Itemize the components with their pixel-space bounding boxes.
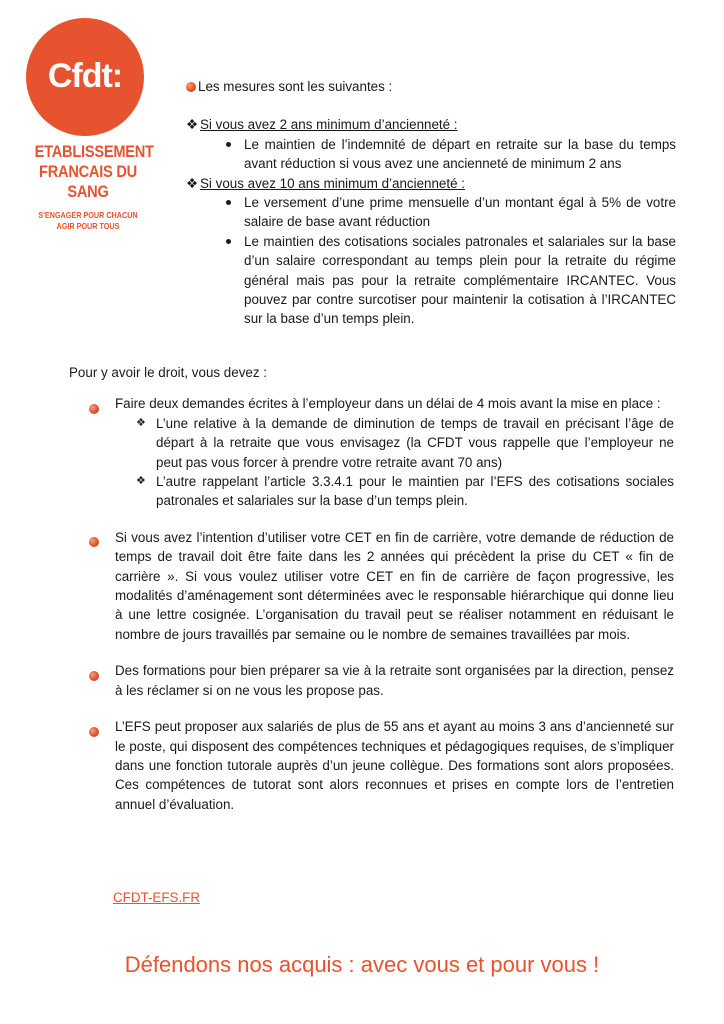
logo-org-line1: ETABLISSEMENT [34, 142, 154, 161]
logo-org-line2: FRANCAIS DU SANG [39, 162, 137, 201]
condition-heading-text: Si vous avez 10 ans minimum d’ancienneté : [200, 175, 465, 191]
diamond-bullet-icon: ❖ [186, 117, 199, 133]
orange-bullet-icon [89, 537, 99, 547]
orange-bullet-icon [186, 82, 196, 92]
logo-tagline1: S'ENGAGER POUR CHACUN [38, 210, 138, 220]
list-item: ❖ L’une relative à la demande de diminution de temps de travail en précisant l’âge de départ à la retraite que vous envisagez (la CFDT vous rappelle que l’employeur ne peut pas vous forcer à prendre votre retraite avant 70 ans) [115, 414, 674, 472]
website-link[interactable]: CFDT-EFS.FR [113, 890, 201, 905]
measures-title-row [186, 77, 676, 96]
orange-bullet-icon [89, 671, 99, 681]
condition-block [186, 174, 676, 329]
logo-org-name [34, 142, 154, 202]
logo-brand-text: Cfdt: [47, 57, 123, 96]
measures-section [186, 77, 676, 329]
rights-sub-list [115, 414, 674, 511]
rights-item-text: Faire deux demandes écrites à l’employeur dans un délai de 4 mois avant la mise en place : [115, 396, 661, 412]
rights-item-text: Des formations pour bien préparer sa vie à la retraite sont organisées par la direction, pensez à les réclamer si on ne vous les propose pas. [115, 663, 674, 698]
rights-intro: Pour y avoir le droit, vous devez : [69, 365, 267, 380]
orange-bullet-icon [89, 727, 99, 737]
logo-tagline [35, 210, 140, 232]
footer-slogan: Défendons nos acquis : avec vous et pour vous ! [124, 952, 600, 977]
list-item: Le maintien des cotisations sociales patronales et salariales sur la base d’un salaire correspondant au temps plein pour la retraite du régime général mais pas pour la retraite complémentaire IRCANTEC. Vous pouvez par contre surcotiser pour maintenir la cotisation à l’IRCANTEC sur la base d’un temps plein. [186, 232, 676, 329]
condition-heading [186, 115, 676, 134]
list-item: ❖ L’autre rappelant l’article 3.3.4.1 pour le maintien par l’EFS des cotisations sociales patronales et salariales sur la base d’un temps plein. [115, 472, 674, 511]
rights-item [89, 528, 674, 644]
logo-tagline2: AGIR POUR TOUS [56, 221, 120, 231]
rights-section [69, 363, 674, 831]
cfdt-logo [26, 18, 154, 232]
orange-bullet-icon [89, 404, 99, 414]
rights-item [89, 717, 674, 814]
measures-title: Les mesures sont les suivantes : [198, 79, 393, 94]
list-item: Le maintien de l’indemnité de départ en retraite sur la base du temps avant réduction si vous avez une ancienneté de minimum 2 ans [186, 135, 676, 174]
condition-heading [186, 174, 676, 193]
list-item: Le versement d’une prime mensuelle d’un montant égal à 5% de votre salaire de base avant réduction [186, 193, 676, 232]
rights-item-text: Si vous avez l’intention d’utiliser votre CET en fin de carrière, votre demande de réduction de temps de travail doit être faite dans les 2 années qui précèdent la prise du CET « fin de carrière ». Si vous voulez utiliser votre CET en fin de carrière de façon progressive, les modalités d’aménagement sont déterminées avec le responsable hiérarchique qui donne lieu à une lettre cosignée. L’organisation du travail peut se réaliser notamment en réduisant le nombre de jours travaillés par semaine ou le nombre de semaines travaillées par mois. [115, 529, 674, 642]
condition-list [186, 193, 676, 329]
diamond-bullet-icon: ❖ [186, 175, 199, 191]
rights-item [89, 394, 674, 510]
condition-block [186, 115, 676, 173]
rights-item [89, 661, 674, 700]
logo-circle [26, 18, 144, 136]
rights-item-text: L’EFS peut proposer aux salariés de plus de 55 ans et ayant au moins 3 ans d’ancienneté sur le poste, qui disposent des compétences techniques et pédagogiques requises, de s’impliquer dans une fonction tutorale auprès d’un jeune collègue. Des formations sont alors proposées. Ces compétences de tutorat sont alors reconnues et prises en compte lors de l’entretien annuel d’évaluation. [115, 719, 674, 812]
condition-heading-text: Si vous avez 2 ans minimum d’ancienneté : [200, 117, 458, 133]
condition-list [186, 135, 676, 174]
